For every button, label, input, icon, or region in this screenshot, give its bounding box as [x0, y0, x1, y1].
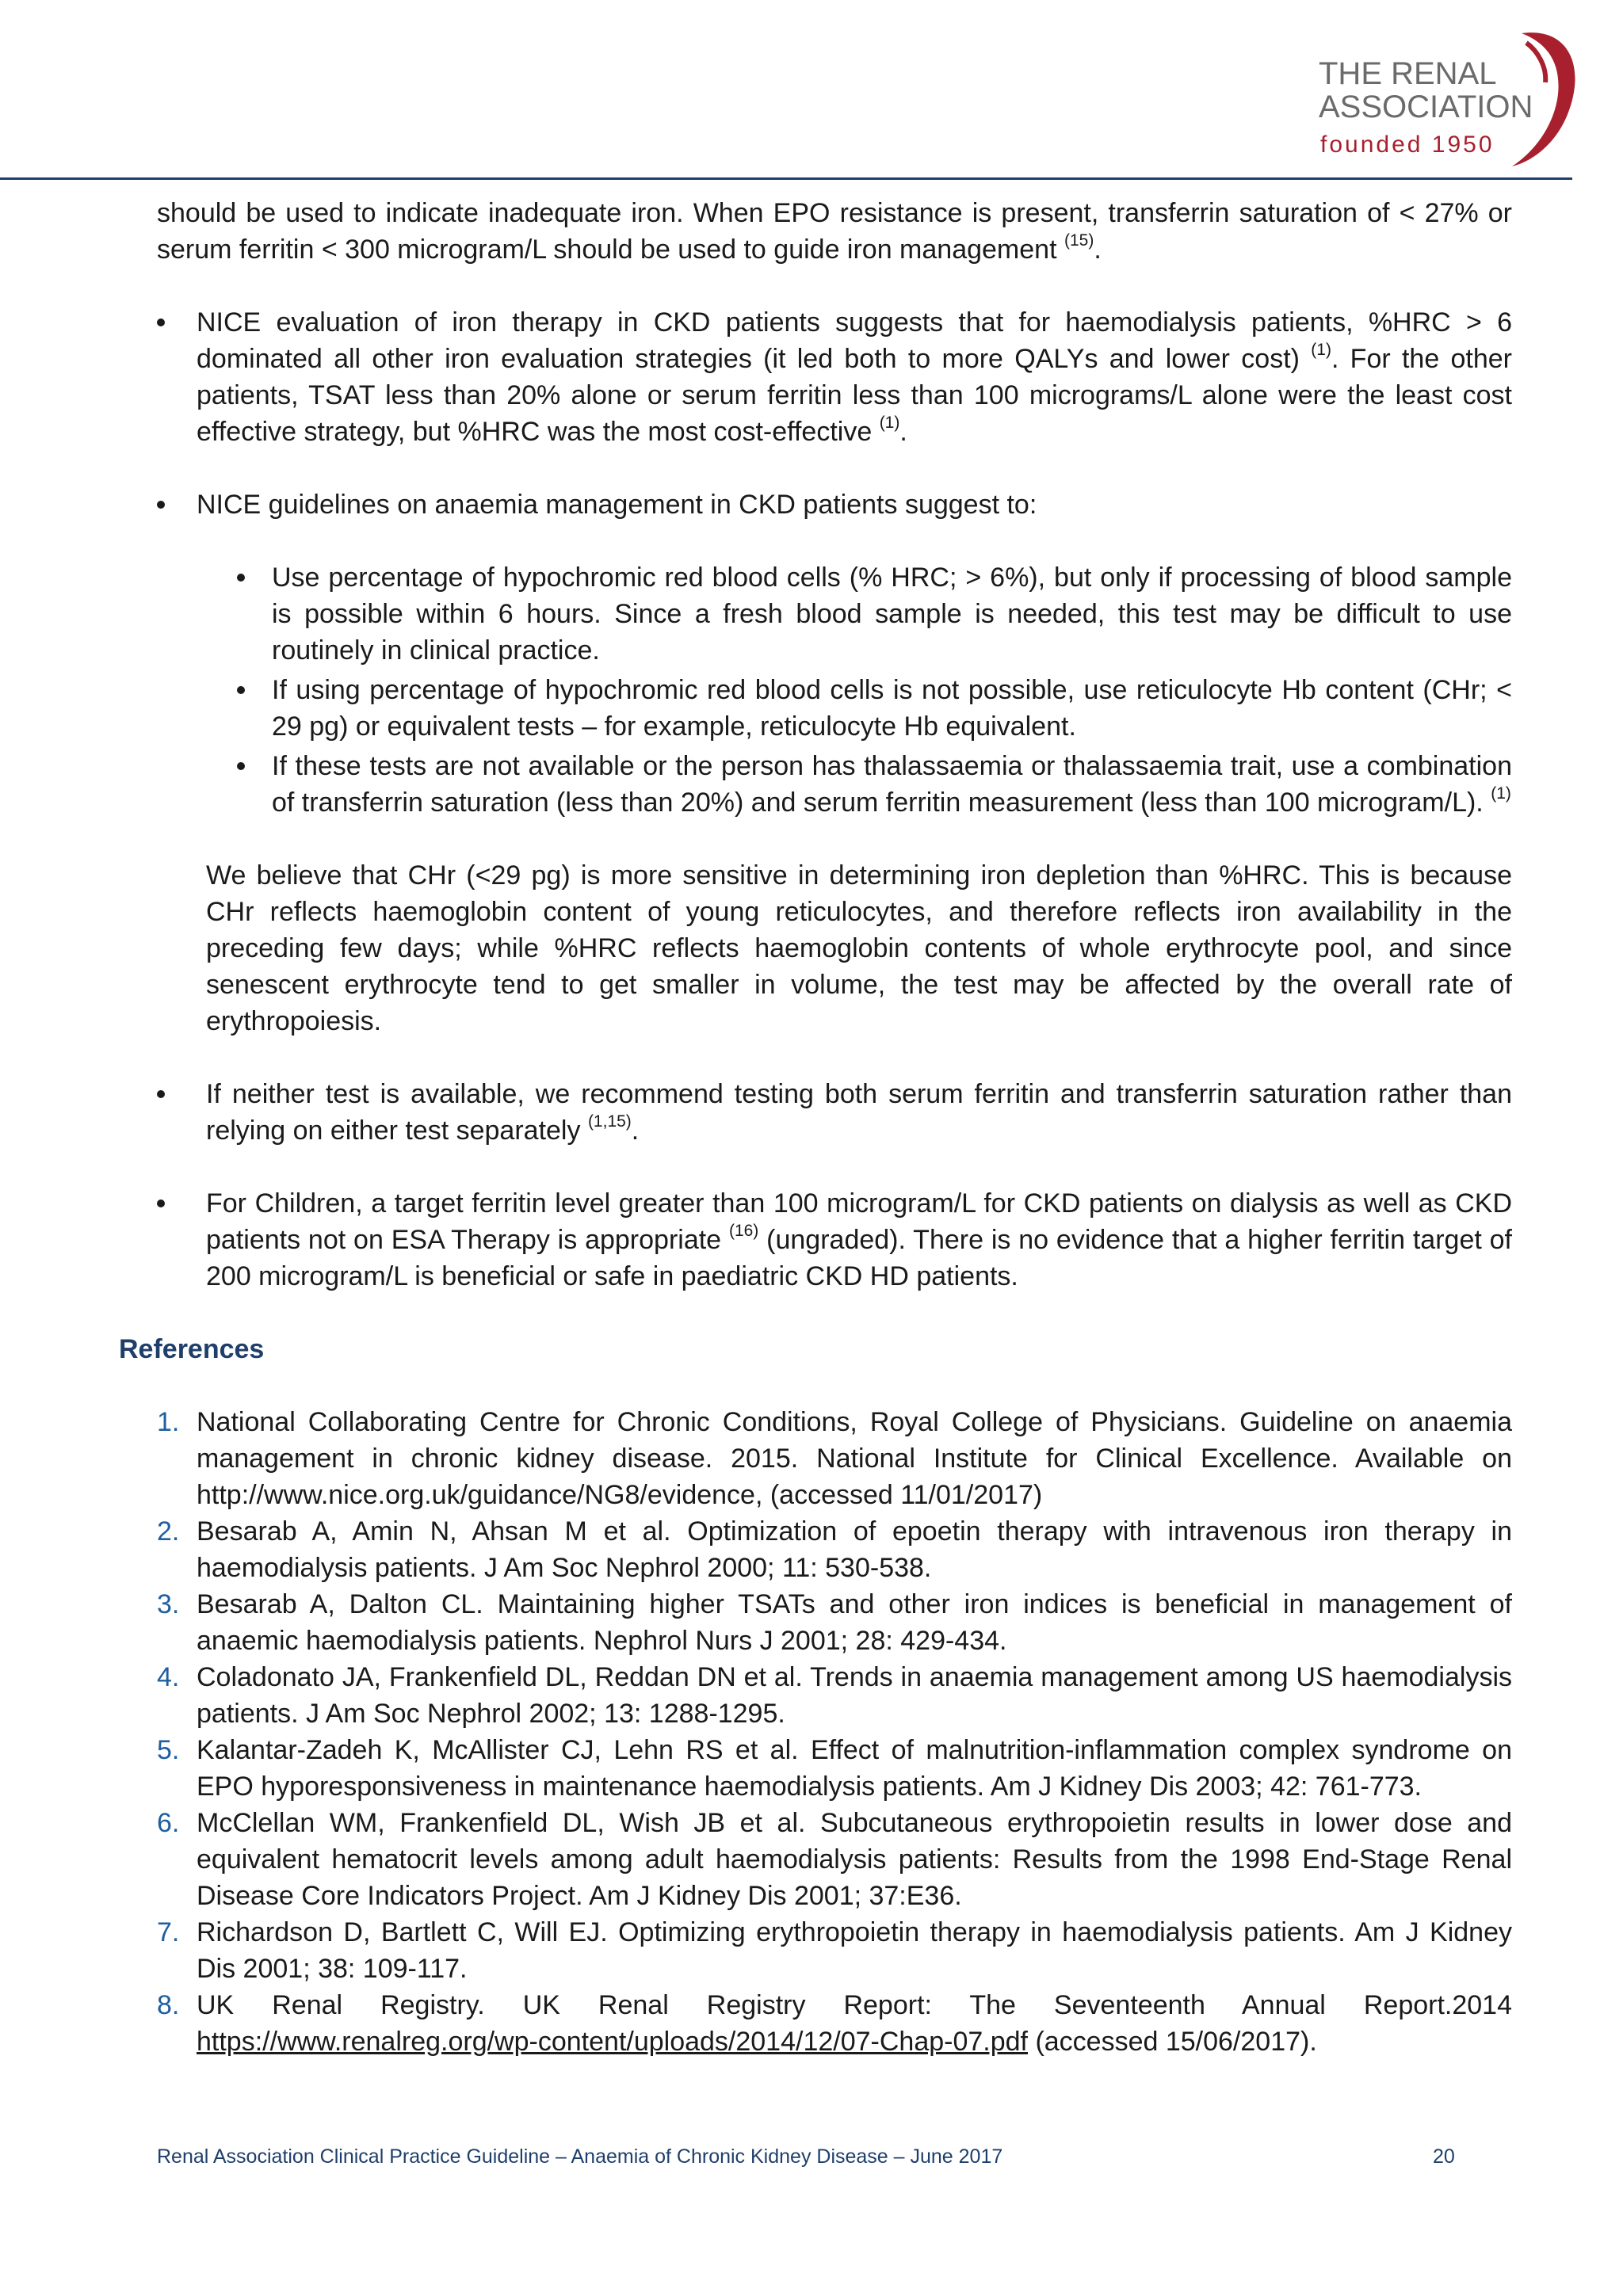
reference-item: 4. Coladonato JA, Frankenfield DL, Reddan DN et al. Trends in anaemia management among US haemodialysis patients. J Am Soc Nephrol 2002; 13: 1288-1295.: [157, 1662, 1512, 1729]
reference-item: 7. Richardson D, Bartlett C, Will EJ. Optimizing erythropoietin therapy in haemodialysis patients. Am J Kidney Dis 2001; 38: 109-117.: [157, 1917, 1512, 1984]
bullet-dot: [157, 1090, 165, 1098]
logo-text-line3: founded 1950: [1320, 132, 1495, 158]
bullet-neither-test: If neither test is available, we recommend testing both serum ferritin and transferrin saturation rather than relying on either test separately $^{(1,15)}$.: [157, 1076, 1512, 1149]
bullet-dot: [157, 318, 165, 326]
reference-item: 3. Besarab A, Dalton CL. Maintaining higher TSATs and other iron indices is beneficial in management of anaemic haemodialysis patients. Nephrol Nurs J 2001; 28: 429-434.: [157, 1589, 1512, 1656]
logo-text-line1: THE RENAL: [1319, 56, 1497, 91]
sub-item-thalassaemia: If these tests are not available or the person has thalassaemia or thalassaemia trait, use a combination of transferrin saturation (less than 20%) and serum ferritin measurement (less than 100 microgram/L). $^{(1)}$: [272, 748, 1512, 821]
nice-sub-list: [157, 559, 1512, 821]
reference-item: 8. UK Renal Registry. UK Renal Registry Report: The Seventeenth Annual Report.2014 https://www.renalreg.org/wp-content/uploads/2014/12/07-Chap-07.pdf (accessed 15/06/2017).: [157, 1990, 1512, 2057]
main-content: [119, 195, 1513, 2060]
bullet-dot: [237, 686, 245, 694]
reference-item: 5. Kalantar-Zadeh K, McAllister CJ, Lehn RS et al. Effect of malnutrition-inflammation complex syndrome on EPO hyporesponsiveness in maintenance haemodialysis patients. Am J Kidney Dis 2003; 42: 761-773.: [157, 1735, 1512, 1802]
bullet-dot: [237, 762, 245, 770]
bullet-nice-guidelines: NICE guidelines on anaemia management in CKD patients suggest to:: [157, 486, 1512, 523]
reference-item: 2. Besarab A, Amin N, Ahsan M et al. Optimization of epoetin therapy with intravenous iron therapy in haemodialysis patients. J Am Soc Nephrol 2000; 11: 530-538.: [157, 1516, 1512, 1583]
belief-paragraph: We believe that CHr (<29 pg) is more sensitive in determining iron depletion than %HRC. This is because CHr reflects haemoglobin content of young reticulocytes, and therefore reflects iron availability in the preceding few days; while %HRC reflects haemoglobin contents of whole erythrocyte pool, and since senescent erythrocyte tend to get smaller in volume, the test may be affected by the overall rate of erythropoiesis.: [206, 860, 1512, 1036]
footer-text: Renal Association Clinical Practice Guideline – Anaemia of Chronic Kidney Disease – June 2017: [157, 2145, 1003, 2168]
sub-item-hrc: Use percentage of hypochromic red blood cells (% HRC; > 6%), but only if processing of blood sample is possible within 6 hours. Since a fresh blood sample is needed, this test may be difficult to use routinely in clinical practice.: [272, 559, 1512, 669]
bullet-dot: [157, 1199, 165, 1207]
renal-registry-link[interactable]: https://www.renalreg.org/wp-content/uploads/2014/12/07-Chap-07.pdf: [197, 2027, 1028, 2057]
bullet-children: For Children, a target ferritin level greater than 100 microgram/L for CKD patients on dialysis as well as CKD patients not on ESA Therapy is appropriate $^{(16)}$ (ungraded). There is no evidence that a higher ferritin target of 200 microgram/L is beneficial or safe in paediatric CKD HD patients.: [157, 1185, 1512, 1295]
bullet-dot: [237, 574, 245, 582]
intro-paragraph: should be used to indicate inadequate iron. When EPO resistance is present, transferrin saturation of < 27% or serum ferritin < 300 microgram/L should be used to guide iron management $^{(15)}$.: [157, 198, 1512, 265]
reference-item: 6. McClellan WM, Frankenfield DL, Wish JB et al. Subcutaneous erythropoietin results in lower dose and equivalent hematocrit levels among adult haemodialysis patients: Results from the 1998 End-Stage Renal Disease Core Indicators Project. Am J Kidney Dis 2001; 37:E36.: [157, 1808, 1512, 1911]
bullet-dot: [157, 501, 165, 509]
reference-item: 1. National Collaborating Centre for Chronic Conditions, Royal College of Physicians. Guideline on anaemia management in chronic kidney disease. 2015. National Institute for Clinical Excellence. Available on http://www.nice.org.uk/guidance/NG8/evidence, (accessed 11/01/2017): [157, 1407, 1512, 1510]
logo-text-line2: ASSOCIATION: [1319, 90, 1533, 124]
bullet-nice-evaluation: NICE evaluation of iron therapy in CKD patients suggests that for haemodialysis patients, %HRC > 6 dominated all other iron evaluation strategies (it led both to more QALYs and lower cost) $^{(1)}$. For the other patients, TSAT less than 20% alone or serum ferritin less than 100 micrograms/L alone were the least cost effective strategy, but %HRC was the most cost-effective $^{(1)}$.: [157, 304, 1512, 450]
page-number: 20: [1433, 2145, 1455, 2168]
renal-association-logo: [1300, 19, 1577, 170]
references-list: [157, 1404, 1512, 2060]
header-rule: [0, 177, 1572, 180]
sub-item-chr: If using percentage of hypochromic red blood cells is not possible, use reticulocyte Hb content (CHr; < 29 pg) or equivalent tests – for example, reticulocyte Hb equivalent.: [272, 672, 1512, 745]
references-heading: References: [119, 1334, 265, 1364]
